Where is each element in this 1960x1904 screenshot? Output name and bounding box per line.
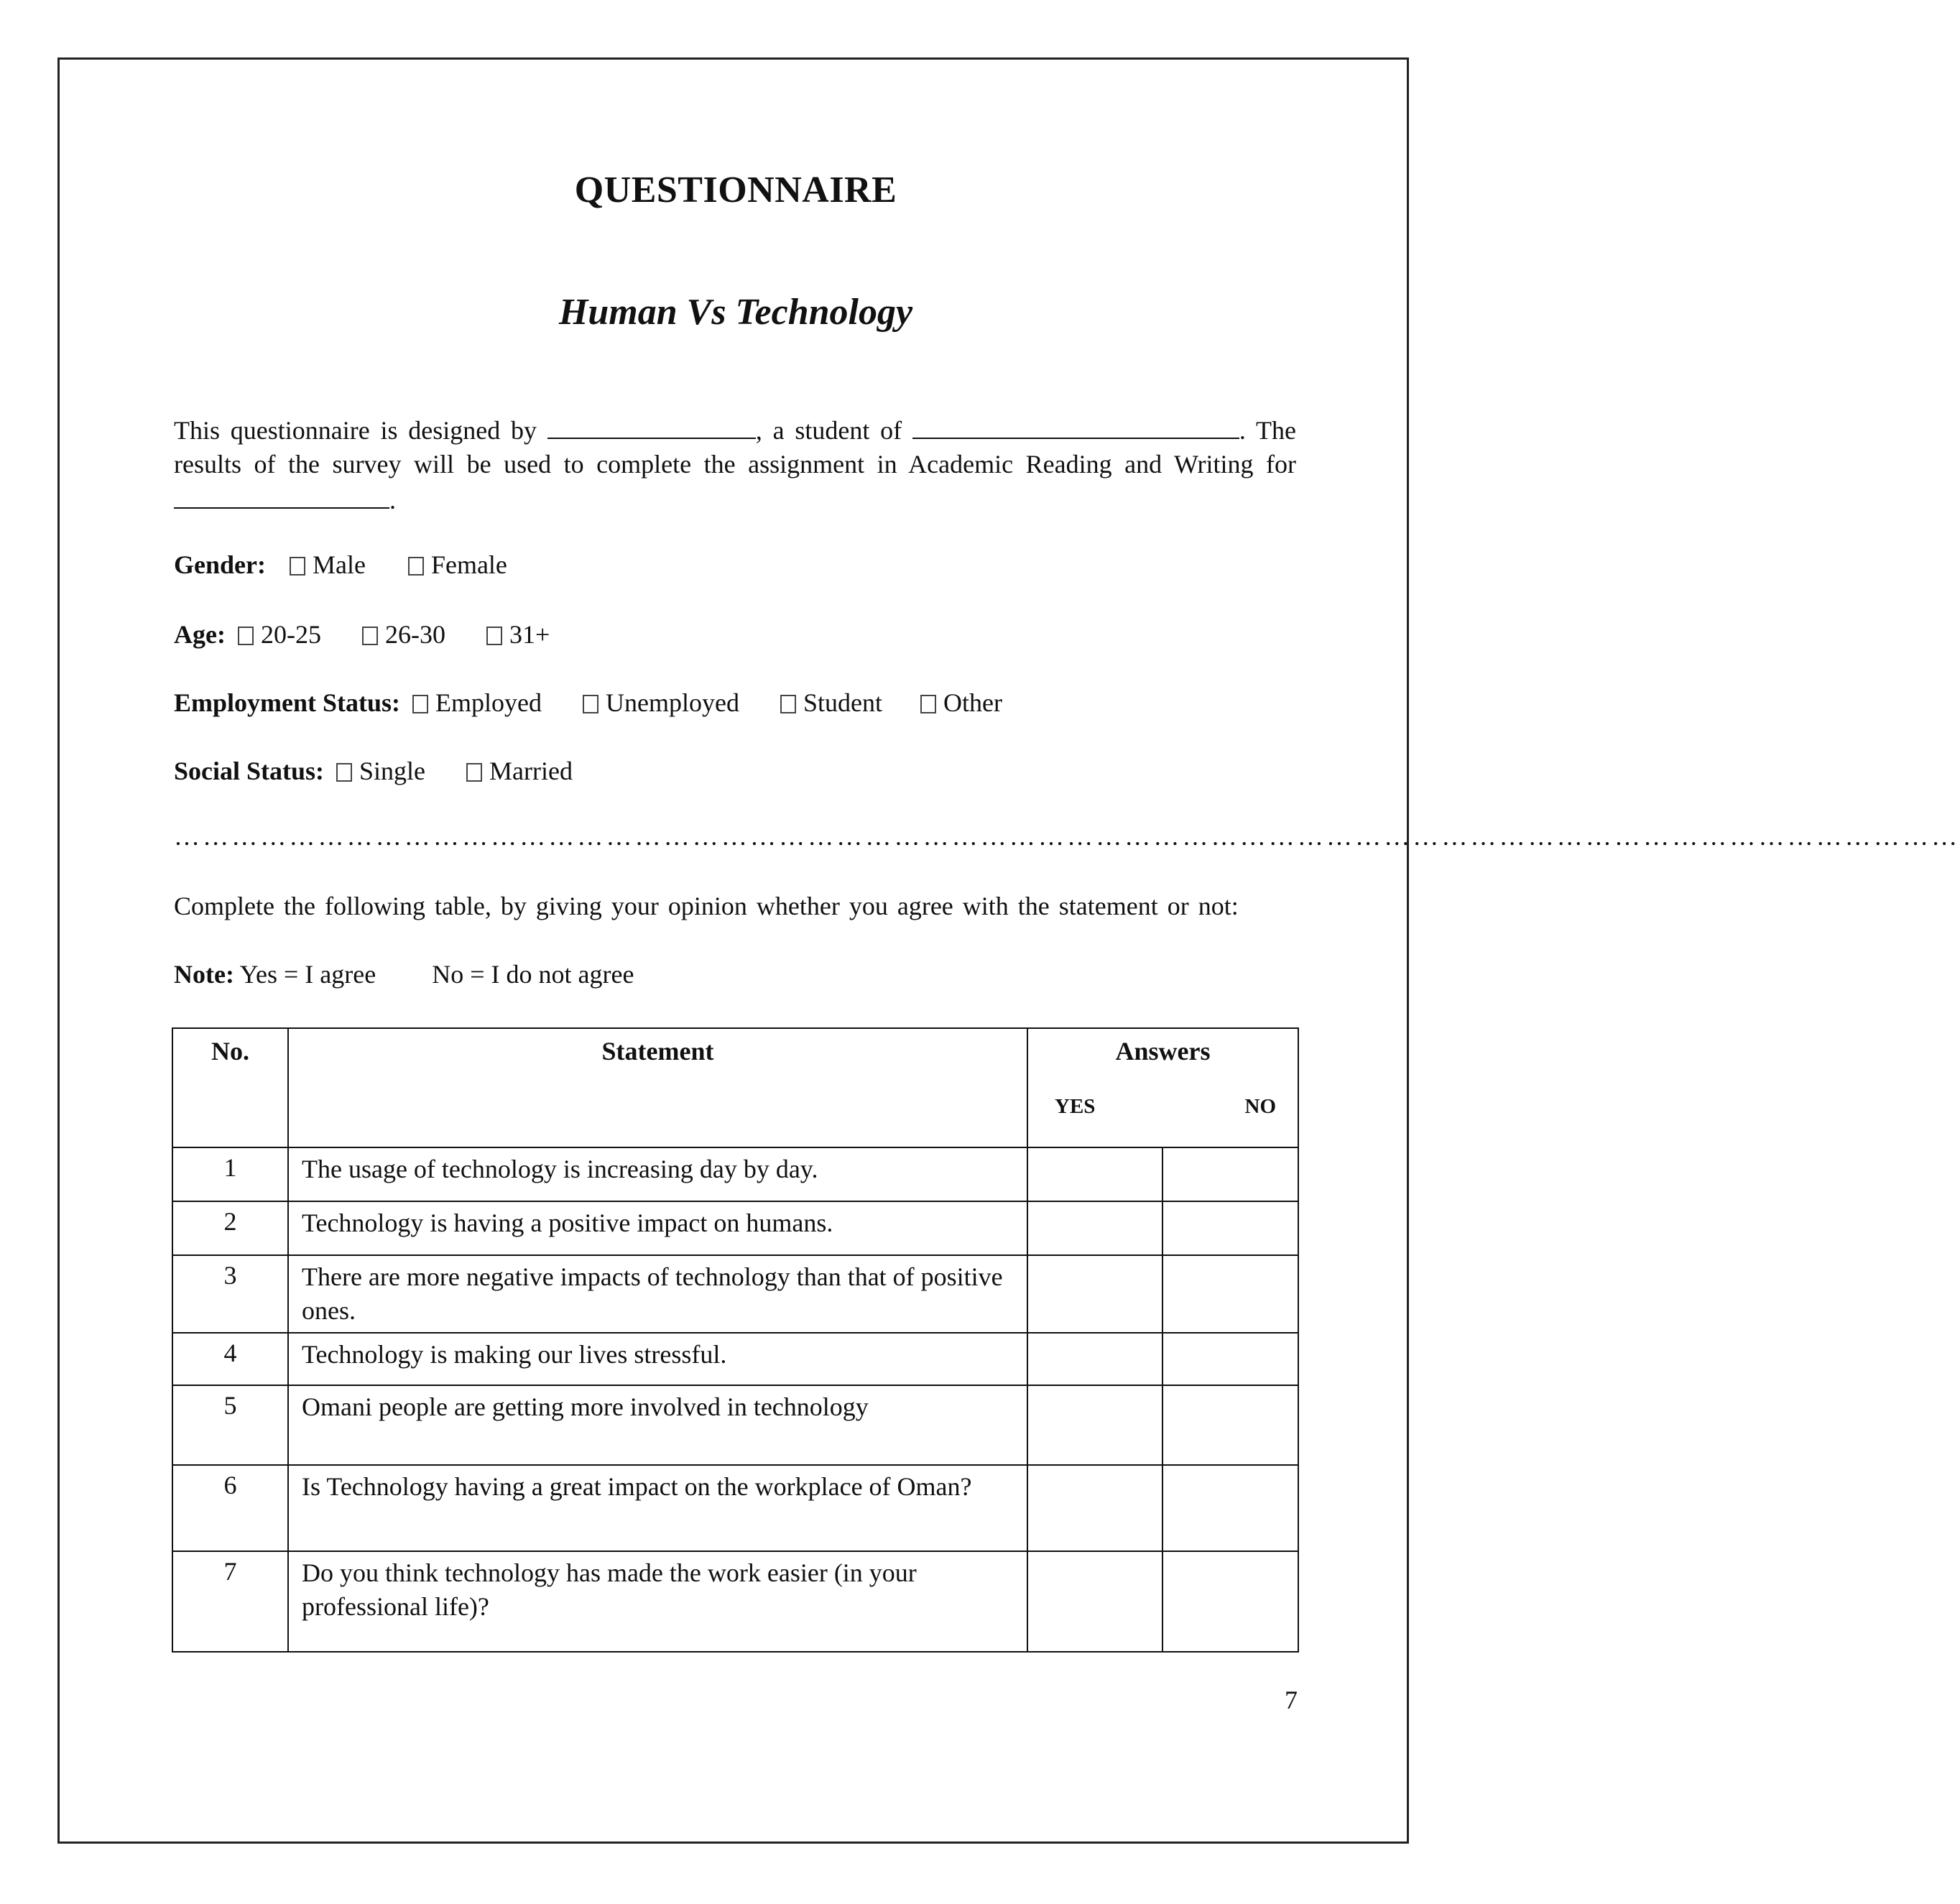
age-option-20-25[interactable]: 20-25 (238, 619, 321, 650)
table-row (172, 1201, 1298, 1255)
gender-row (174, 550, 507, 580)
row-number: 4 (172, 1333, 288, 1385)
table-row (172, 1465, 1298, 1551)
table-row (172, 1255, 1298, 1333)
page-number: 7 (1285, 1686, 1298, 1714)
checkbox-icon[interactable] (412, 695, 428, 713)
row-statement: There are more negative impacts of technology than that of positive ones. (288, 1255, 1027, 1333)
page-title: QUESTIONNAIRE (574, 170, 897, 211)
checkbox-icon[interactable] (408, 557, 424, 576)
social-status-label: Social Status: (174, 757, 325, 785)
intro-text-4: The results of the survey will be used to complete the assignment in Academic Reading and Writing for (174, 416, 1297, 479)
row-statement: Technology is having a positive impact on humans. (288, 1201, 1027, 1255)
instruction-text: Complete the following table, by giving your opinion whether you agree with the statement or not: (174, 892, 1239, 920)
age-option-31-plus[interactable]: 31+ (486, 619, 550, 650)
row-statement: Technology is making our lives stressful. (288, 1333, 1027, 1385)
yes-answer-cell[interactable] (1027, 1465, 1162, 1551)
course-blank[interactable] (174, 481, 389, 509)
no-answer-cell[interactable] (1162, 1201, 1298, 1255)
checkbox-icon[interactable] (486, 627, 502, 645)
yes-answer-cell[interactable] (1027, 1255, 1162, 1333)
employment-option-student[interactable]: Student (780, 688, 882, 718)
social-option-single[interactable]: Single (336, 756, 425, 786)
age-label: Age: (174, 620, 226, 649)
employment-option-employed[interactable]: Employed (412, 688, 542, 718)
yes-answer-cell[interactable] (1027, 1551, 1162, 1652)
employment-option-unemployed[interactable]: Unemployed (583, 688, 739, 718)
employment-option-other[interactable]: Other (920, 688, 1002, 718)
social-status-row (174, 756, 573, 786)
checkbox-icon[interactable] (290, 557, 305, 576)
no-answer-cell[interactable] (1162, 1551, 1298, 1652)
header-answers-label: Answers (1115, 1037, 1211, 1066)
intro-text-2: , a student of (755, 416, 902, 445)
table-row (172, 1551, 1298, 1652)
table-row (172, 1147, 1298, 1201)
checkbox-icon[interactable] (583, 695, 598, 713)
row-number: 2 (172, 1201, 288, 1255)
table-row (172, 1385, 1298, 1465)
designer-name-blank[interactable] (547, 412, 756, 439)
age-row (174, 619, 550, 650)
header-statement: Statement (288, 1028, 1027, 1147)
employment-label: Employment Status: (174, 688, 401, 717)
page-subtitle: Human Vs Technology (558, 292, 913, 333)
row-statement: The usage of technology is increasing day by day. (288, 1147, 1027, 1201)
no-answer-cell[interactable] (1162, 1385, 1298, 1465)
row-statement: Omani people are getting more involved in technology (288, 1385, 1027, 1465)
header-yes: YES (1055, 1095, 1096, 1118)
header-no-answer: NO (1244, 1095, 1276, 1118)
checkbox-icon[interactable] (780, 695, 796, 713)
row-number: 6 (172, 1465, 288, 1551)
employment-row (174, 688, 1002, 718)
social-option-married[interactable]: Married (466, 756, 573, 786)
intro-text-5: . (389, 486, 396, 514)
age-option-26-30[interactable]: 26-30 (362, 619, 445, 650)
row-number: 1 (172, 1147, 288, 1201)
row-number: 5 (172, 1385, 288, 1465)
no-answer-cell[interactable] (1162, 1465, 1298, 1551)
checkbox-icon[interactable] (362, 627, 378, 645)
row-statement: Do you think technology has made the work easier (in your professional life)? (288, 1551, 1027, 1652)
table-row (172, 1333, 1298, 1385)
gender-label: Gender: (174, 550, 266, 579)
intro-paragraph (174, 412, 1296, 517)
checkbox-icon[interactable] (466, 763, 482, 782)
note-no-text: No = I do not agree (432, 960, 634, 989)
gender-option-male[interactable]: Male (290, 550, 366, 580)
row-number: 3 (172, 1255, 288, 1333)
note-yes-text: Yes = I agree (239, 960, 376, 989)
statements-table (172, 1027, 1299, 1653)
no-answer-cell[interactable] (1162, 1255, 1298, 1333)
yes-answer-cell[interactable] (1027, 1333, 1162, 1385)
yes-answer-cell[interactable] (1027, 1147, 1162, 1201)
gender-option-female[interactable]: Female (408, 550, 507, 580)
header-no: No. (172, 1028, 288, 1147)
checkbox-icon[interactable] (336, 763, 352, 782)
dotted-separator: …………………………………………………………………………………………………………………………………………………………………… (174, 822, 1960, 851)
yes-answer-cell[interactable] (1027, 1201, 1162, 1255)
header-answers (1027, 1028, 1298, 1147)
checkbox-icon[interactable] (920, 695, 936, 713)
note-line (174, 959, 634, 989)
note-label: Note: (174, 960, 234, 989)
table-header-row (172, 1028, 1298, 1147)
row-number: 7 (172, 1551, 288, 1652)
yes-answer-cell[interactable] (1027, 1385, 1162, 1465)
intro-text-3: . (1239, 416, 1246, 445)
institution-blank[interactable] (912, 412, 1239, 439)
intro-text-1: This questionnaire is designed by (174, 416, 537, 445)
no-answer-cell[interactable] (1162, 1333, 1298, 1385)
no-answer-cell[interactable] (1162, 1147, 1298, 1201)
row-statement: Is Technology having a great impact on the workplace of Oman? (288, 1465, 1027, 1551)
checkbox-icon[interactable] (238, 627, 254, 645)
